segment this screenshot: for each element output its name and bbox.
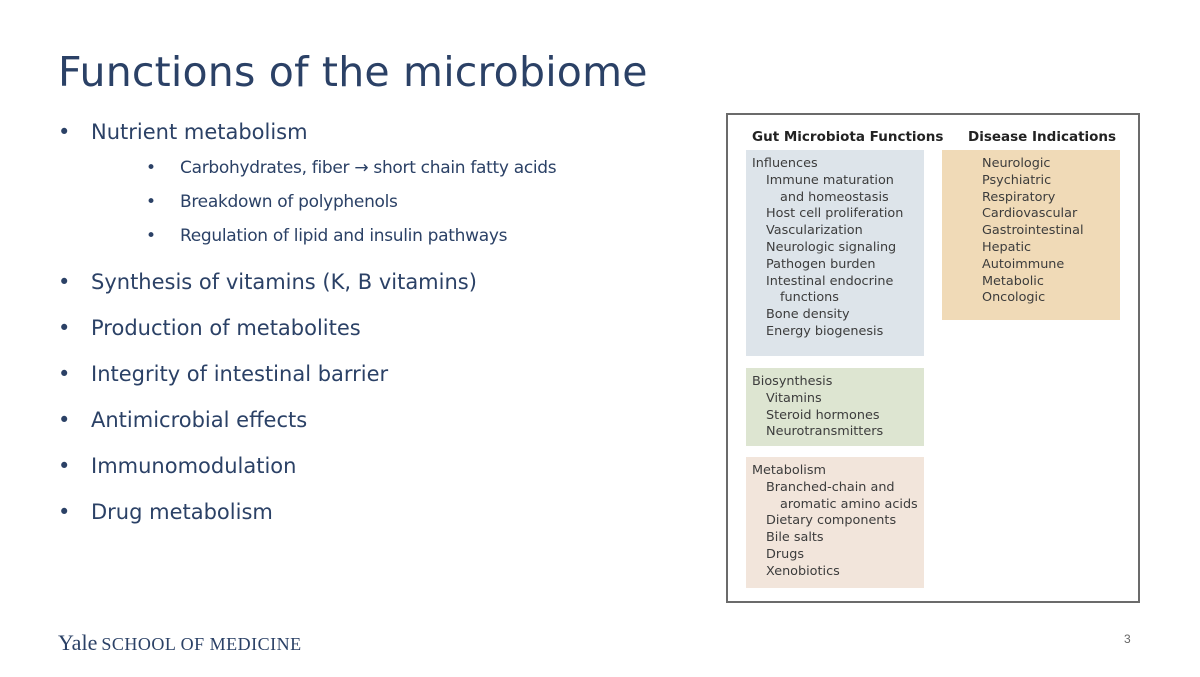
influences-line: Energy biogenesis bbox=[766, 323, 884, 339]
biosynthesis-title: Biosynthesis bbox=[752, 374, 833, 389]
biosynthesis-line: Vitamins bbox=[766, 390, 822, 406]
influences-line: Pathogen burden bbox=[766, 256, 876, 272]
bullet-text: Synthesis of vitamins (K, B vitamins) bbox=[91, 270, 477, 294]
disease-line: Autoimmune bbox=[982, 256, 1065, 272]
influences-line: Vascularization bbox=[766, 223, 863, 239]
bullet-item bbox=[58, 406, 698, 452]
bullet-item bbox=[58, 498, 698, 544]
influences-title: Influences bbox=[752, 156, 818, 171]
disease-line: Hepatic bbox=[982, 239, 1032, 255]
disease-line: Cardiovascular bbox=[982, 206, 1078, 222]
metabolism-line: Branched-chain and bbox=[766, 479, 895, 495]
influences-line: Immune maturation bbox=[766, 172, 894, 188]
sub-bullet-list bbox=[58, 156, 698, 258]
sub-bullet-text: Regulation of lipid and insulin pathways bbox=[180, 226, 508, 246]
metabolism-line: Xenobiotics bbox=[766, 563, 840, 579]
bullet-item bbox=[58, 452, 698, 498]
bullet-list bbox=[58, 118, 698, 544]
bullet-text: Immunomodulation bbox=[91, 454, 297, 478]
influences-line: functions bbox=[780, 290, 839, 306]
sub-bullet-text: Breakdown of polyphenols bbox=[180, 192, 398, 212]
bullet-item bbox=[58, 314, 698, 360]
disease-box bbox=[942, 150, 1120, 320]
sub-bullet-item bbox=[58, 224, 698, 258]
metabolism-title: Metabolism bbox=[752, 463, 826, 478]
slide-title: Functions of the microbiome bbox=[58, 48, 648, 96]
yale-wordmark: Yale bbox=[58, 630, 98, 655]
bullet-dot: • bbox=[58, 270, 71, 294]
metabolism-line: Dietary components bbox=[766, 513, 897, 529]
bullet-dot: • bbox=[146, 226, 156, 246]
disease-line: Metabolic bbox=[982, 273, 1044, 289]
bullet-item bbox=[58, 360, 698, 406]
influences-line: Neurologic signaling bbox=[766, 239, 897, 255]
bullet-text: Nutrient metabolism bbox=[91, 120, 308, 144]
figure-header-diseases: Disease Indications bbox=[968, 129, 1117, 145]
influences-line: Intestinal endocrine bbox=[766, 273, 894, 289]
metabolism-box bbox=[746, 457, 924, 588]
bullet-dot: • bbox=[146, 158, 156, 178]
school-of-medicine: SCHOOL OF MEDICINE bbox=[101, 634, 302, 654]
bullet-text: Integrity of intestinal barrier bbox=[91, 362, 389, 386]
page-number: 3 bbox=[1124, 632, 1131, 646]
bullet-dot: • bbox=[146, 192, 156, 212]
yale-logo bbox=[58, 630, 302, 656]
biosynthesis-line: Steroid hormones bbox=[766, 407, 880, 423]
microbiota-figure bbox=[726, 113, 1140, 603]
bullet-dot: • bbox=[58, 500, 71, 524]
bullet-text: Production of metabolites bbox=[91, 316, 361, 340]
sub-bullet-text: Carbohydrates, fiber → short chain fatty acids bbox=[180, 158, 557, 178]
influences-line: Bone density bbox=[766, 307, 850, 323]
bullet-dot: • bbox=[58, 454, 71, 478]
metabolism-line: Drugs bbox=[766, 546, 805, 562]
bullet-dot: • bbox=[58, 316, 71, 340]
bullet-dot: • bbox=[58, 362, 71, 386]
influences-line: Host cell proliferation bbox=[766, 206, 904, 222]
bullet-dot: • bbox=[58, 408, 71, 432]
disease-line: Psychiatric bbox=[982, 172, 1052, 188]
bullet-text: Antimicrobial effects bbox=[91, 408, 308, 432]
biosynthesis-line: Neurotransmitters bbox=[766, 424, 884, 440]
sub-bullet-item bbox=[58, 156, 698, 190]
disease-line: Oncologic bbox=[982, 290, 1046, 306]
disease-line: Respiratory bbox=[982, 189, 1056, 205]
biosynthesis-box bbox=[746, 368, 924, 446]
disease-line: Gastrointestinal bbox=[982, 223, 1084, 239]
influences-box bbox=[746, 150, 924, 356]
bullet-text: Drug metabolism bbox=[91, 500, 273, 524]
figure-header-functions: Gut Microbiota Functions bbox=[752, 129, 944, 145]
metabolism-line: aromatic amino acids bbox=[780, 496, 918, 512]
disease-line: Neurologic bbox=[982, 156, 1051, 171]
bullet-item bbox=[58, 268, 698, 314]
metabolism-line: Bile salts bbox=[766, 530, 824, 546]
sub-bullet-item bbox=[58, 190, 698, 224]
bullet-dot: • bbox=[58, 120, 71, 144]
influences-line: and homeostasis bbox=[780, 189, 889, 205]
